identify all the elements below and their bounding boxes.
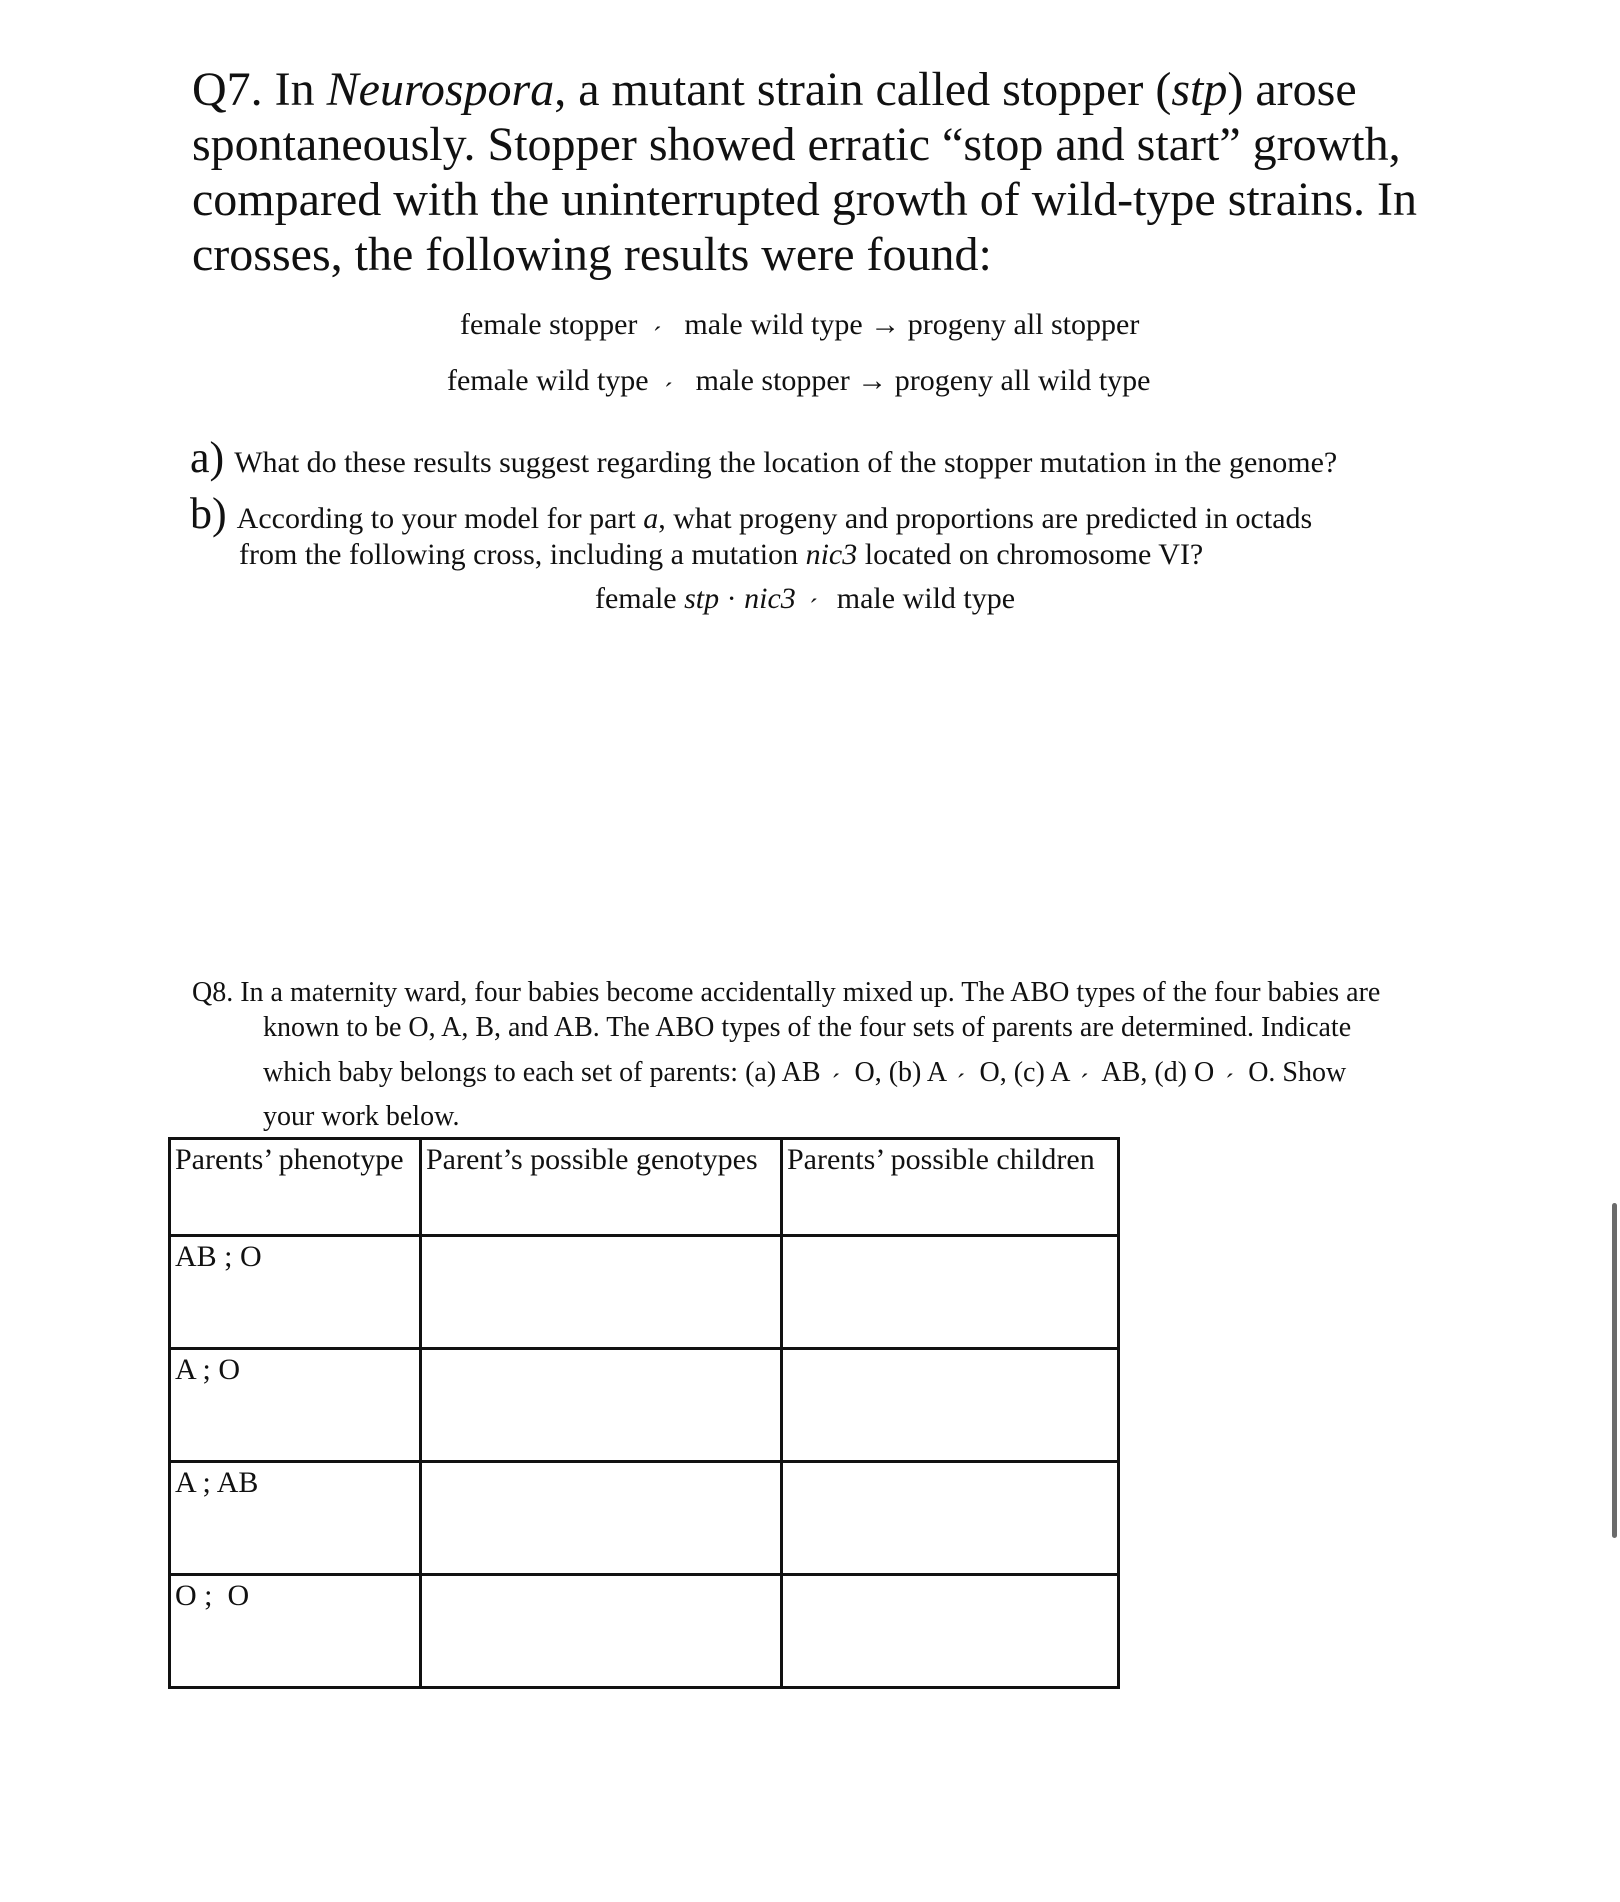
cross-2-left: female wild type — [447, 364, 649, 397]
cross-dot: · — [719, 582, 745, 615]
q8-line3-part-2: O, (b) A — [854, 1057, 946, 1088]
q7-heading-italic-1: Neurospora — [326, 63, 555, 116]
genotypes-cell[interactable] — [421, 1575, 782, 1688]
phenotype-cell: A ; AB — [170, 1462, 421, 1575]
genotypes-cell[interactable] — [421, 1349, 782, 1462]
cross-symbol: ´ — [809, 594, 818, 623]
header-possible-genotypes: Parent’s possible genotypes — [421, 1139, 782, 1236]
q8-line3-part-4: AB, (d) O — [1101, 1057, 1215, 1088]
q7-heading — [192, 62, 1442, 282]
children-cell[interactable] — [782, 1349, 1119, 1462]
cross-geno-stp: stp — [684, 582, 720, 615]
cross-line-2 — [447, 364, 1151, 407]
part-b-italic-nic3: nic3 — [805, 538, 858, 571]
q7-heading-text-1: Q7. In — [192, 63, 327, 116]
phenotype-cell: O ; O — [170, 1575, 421, 1688]
cross-female-label: female — [595, 582, 685, 615]
part-b-italic-a: a — [643, 502, 659, 535]
genotypes-cell[interactable] — [421, 1236, 782, 1349]
cross-symbol: ´ — [1079, 1069, 1089, 1098]
part-b-line1: According to your model for part — [236, 502, 644, 535]
cross-1-right: male wild type → progeny all stopper — [684, 308, 1140, 341]
part-b-line2 — [239, 538, 1203, 572]
children-cell[interactable] — [782, 1462, 1119, 1575]
cross-symbol: ´ — [831, 1069, 841, 1098]
cross-line-1 — [460, 308, 1140, 351]
q8-line3-part-5: O. Show — [1248, 1057, 1347, 1088]
table-row — [170, 1236, 1119, 1349]
table-header-row — [170, 1139, 1119, 1236]
table-row — [170, 1462, 1119, 1575]
part-b-line2-start: from the following cross, including a mutation — [239, 538, 806, 571]
children-cell[interactable] — [782, 1236, 1119, 1349]
q7-heading-text-3: ) arose spontaneously. Stopper showed erratic “stop and start” growth, compared with the uninterrupted growth of wild-type strains. In crosses, the following results were found: — [192, 63, 1418, 281]
part-a — [190, 432, 1337, 483]
children-cell[interactable] — [782, 1575, 1119, 1688]
scrollbar-thumb[interactable] — [1612, 1203, 1617, 1538]
cross-1-left: female stopper — [460, 308, 638, 341]
phenotype-cell: A ; O — [170, 1349, 421, 1462]
q8-line-2: known to be O, A, B, and AB. The ABO types of the four sets of parents are determined. Indicate — [263, 1012, 1352, 1043]
part-b-line1-end: , what progeny and proportions are predicted in octads — [658, 502, 1313, 535]
header-possible-children: Parents’ possible children — [782, 1139, 1119, 1236]
part-b-cross — [595, 582, 1016, 623]
cross-symbol: ´ — [956, 1069, 966, 1098]
q8-line-3 — [263, 1056, 1347, 1098]
part-a-text: What do these results suggest regarding the location of the stopper mutation in the genome? — [234, 446, 1338, 479]
q7-heading-italic-2: stp — [1171, 63, 1228, 116]
part-b-letter: b) — [190, 489, 227, 538]
q8-line-4: your work below. — [263, 1101, 460, 1132]
genotypes-cell[interactable] — [421, 1462, 782, 1575]
cross-geno-nic3: nic3 — [744, 582, 796, 615]
cross-male: male wild type — [836, 582, 1016, 615]
cross-symbol: ´ — [1225, 1069, 1234, 1098]
abo-table — [168, 1137, 1120, 1689]
part-b-line2-end: located on chromosome VI? — [857, 538, 1204, 571]
phenotype-cell: AB ; O — [170, 1236, 421, 1349]
q8-line-1: Q8. In a maternity ward, four babies become accidentally mixed up. The ABO types of the four babies are — [192, 977, 1381, 1008]
table-row — [170, 1349, 1119, 1462]
q7-heading-text-2: , a mutant strain called stopper ( — [554, 63, 1172, 116]
part-b — [190, 488, 1312, 539]
cross-symbol: ´ — [664, 378, 673, 407]
q8-line3-part-1: which baby belongs to each set of parents: (a) AB — [263, 1057, 821, 1088]
header-parents-phenotype: Parents’ phenotype — [170, 1139, 421, 1236]
table-row — [170, 1575, 1119, 1688]
cross-2-right: male stopper → progeny all wild type — [695, 364, 1151, 397]
cross-symbol: ´ — [652, 322, 662, 351]
part-a-letter: a) — [190, 433, 225, 482]
q8-line3-part-3: O, (c) A — [979, 1057, 1069, 1088]
